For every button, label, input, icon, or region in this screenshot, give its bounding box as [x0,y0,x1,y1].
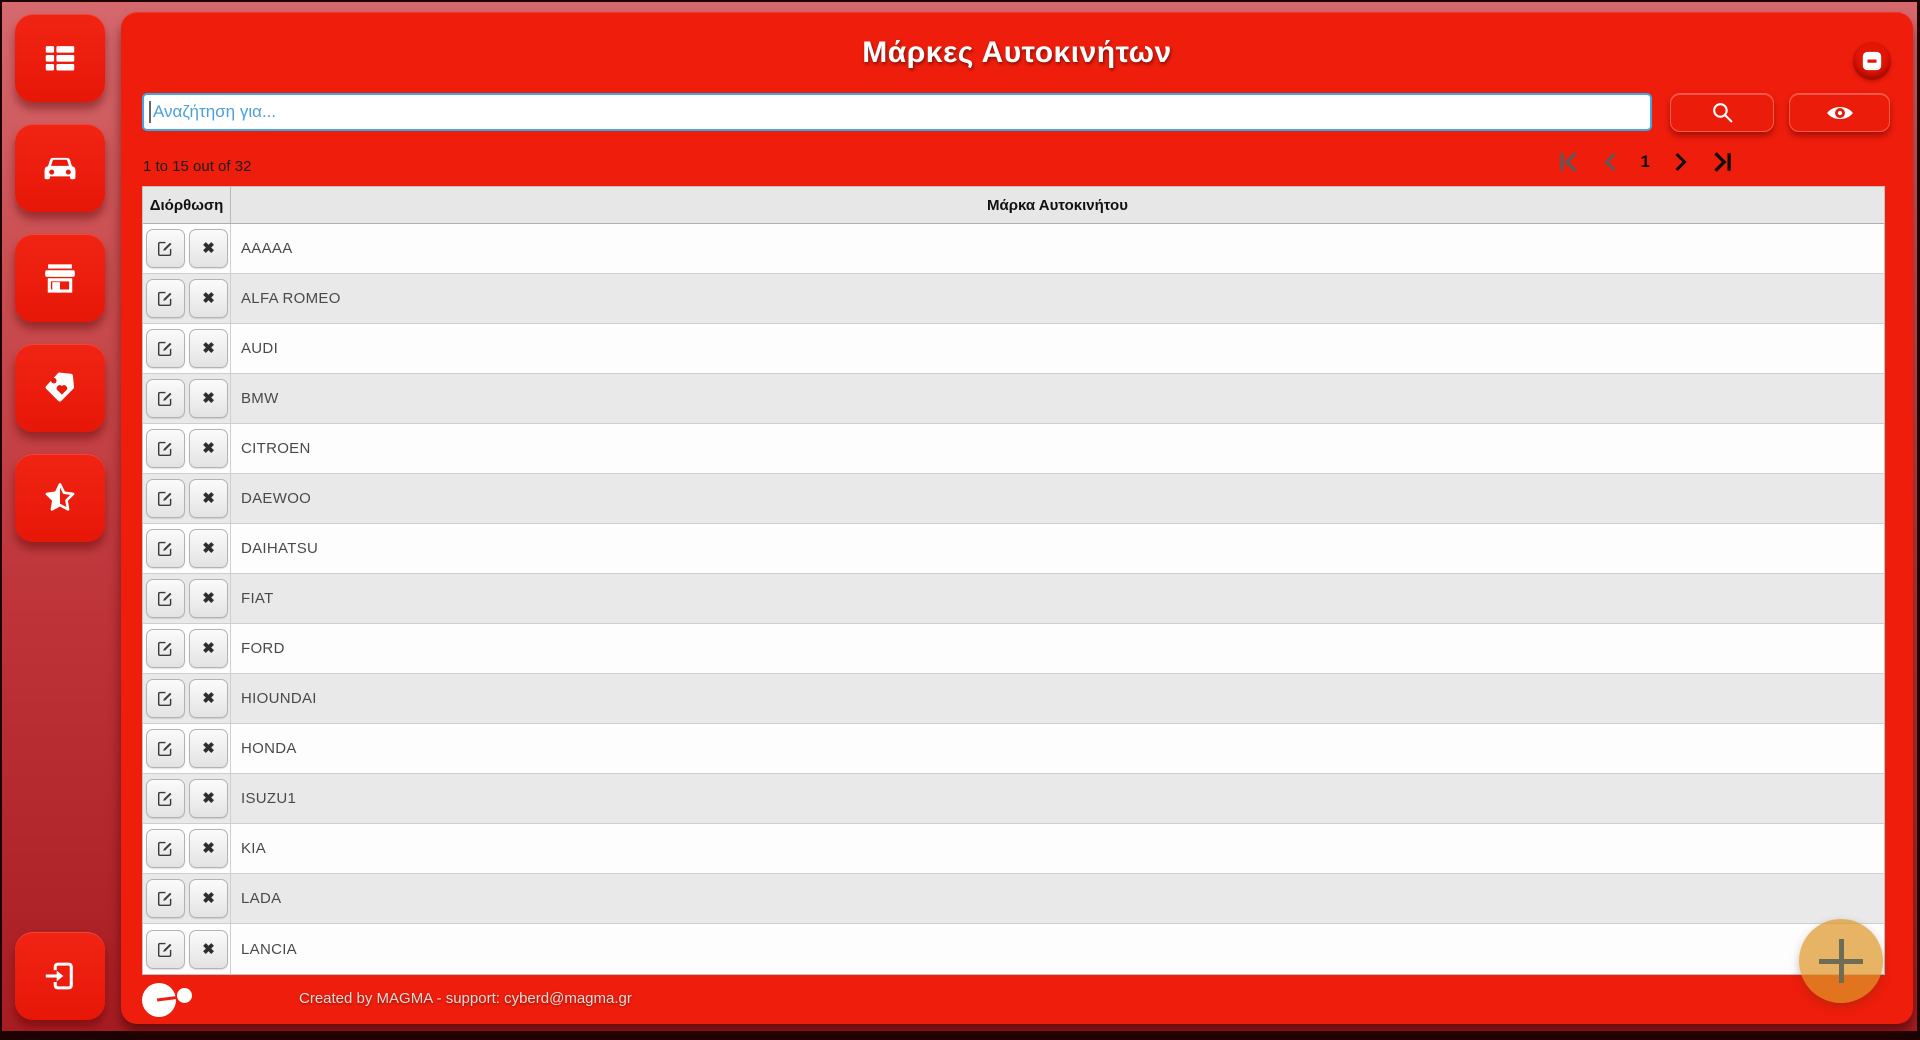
brand-cell [231,374,1884,423]
row-actions-cell [143,924,231,974]
delete-x-icon: ✖ [202,290,215,307]
table-row [143,674,1884,724]
delete-row-button[interactable] [189,729,228,768]
table-row [143,474,1884,524]
row-actions-cell [143,324,231,373]
table-row [143,374,1884,424]
half-star-icon [41,479,79,517]
page-title: Μάρκες Αυτοκινήτων [862,36,1172,69]
store-icon [41,259,79,297]
row-actions-cell [143,624,231,673]
delete-x-icon: ✖ [202,640,215,657]
delete-x-icon: ✖ [202,740,215,757]
brand-cell [231,274,1884,323]
edit-row-button[interactable] [146,379,185,418]
brand-name: DAEWOO [241,490,312,507]
edit-row-button[interactable] [146,529,185,568]
edit-icon [157,490,174,507]
edit-icon [157,540,174,557]
table-row [143,324,1884,374]
row-actions-cell [143,824,231,873]
pagination-controls [1557,150,1734,174]
table-row [143,924,1884,974]
delete-x-icon: ✖ [202,590,215,607]
first-page-icon [1557,150,1581,174]
edit-icon [157,890,174,907]
brand-name: AUDI [241,340,279,357]
chevron-left-icon [1600,151,1622,173]
edit-row-button[interactable] [146,879,185,918]
pagination-summary: 1 to 15 out of 32 [143,158,252,175]
brand-name: ISUZU1 [241,790,297,807]
table-row [143,574,1884,624]
delete-row-button[interactable] [189,529,228,568]
tag-heart-icon [41,369,79,407]
brand-name: LADA [241,890,282,907]
table-row [143,624,1884,674]
search-input[interactable] [142,93,1652,131]
edit-icon [157,240,174,257]
header-brand-column: Μάρκα Αυτοκινήτου [987,196,1128,214]
delete-row-button[interactable] [189,629,228,668]
sidebar-item-menu[interactable] [15,14,105,102]
chevron-right-icon [1669,151,1691,173]
exit-icon [41,957,79,995]
brand-cell [231,574,1884,623]
current-page-number: 1 [1640,152,1650,171]
next-page-button[interactable] [1669,151,1691,173]
table-row [143,774,1884,824]
delete-x-icon: ✖ [202,940,215,958]
text-caret [149,101,151,123]
edit-row-button[interactable] [146,479,185,518]
delete-x-icon: ✖ [202,440,215,457]
delete-x-icon: ✖ [202,240,215,257]
footer-credit: Created by MAGMA - support: cyberd@magma.gr [299,990,632,1007]
last-page-button[interactable] [1710,150,1734,174]
brand-name: ALFA ROMEO [241,290,341,307]
add-brand-button[interactable] [1799,919,1883,1003]
row-actions-cell [143,724,231,773]
edit-row-button[interactable] [146,679,185,718]
edit-row-button[interactable] [146,629,185,668]
brand-name: HIOUNDAI [241,690,317,707]
delete-row-button[interactable] [189,379,228,418]
table-row [143,524,1884,574]
sidebar-item-stores[interactable] [15,234,105,322]
edit-icon [157,290,174,307]
delete-x-icon: ✖ [202,340,215,357]
delete-row-button[interactable] [189,429,228,468]
edit-row-button[interactable] [146,930,185,969]
table-row [143,724,1884,774]
edit-row-button[interactable] [146,579,185,618]
row-actions-cell [143,574,231,623]
table-header [143,186,1884,224]
brand-cell [231,824,1884,873]
header-edit-column: Διόρθωση [143,187,231,223]
delete-row-button[interactable] [189,329,228,368]
edit-row-button[interactable] [146,229,185,268]
table-row [143,224,1884,274]
table-row [143,874,1884,924]
brand-name: BMW [241,390,279,407]
eye-icon [1826,103,1854,123]
edit-icon [157,390,174,407]
edit-icon [157,640,174,657]
delete-row-button[interactable] [189,579,228,618]
minus-square-icon [1861,50,1883,72]
brand-cell [231,674,1884,723]
brand-cell [231,424,1884,473]
delete-row-button[interactable] [189,479,228,518]
edit-icon [157,790,174,807]
edit-row-button[interactable] [146,829,185,868]
edit-row-button[interactable] [146,779,185,818]
delete-x-icon: ✖ [202,540,215,557]
delete-row-button[interactable] [189,829,228,868]
edit-icon [157,440,174,457]
brand-cell [231,224,1884,273]
row-actions-cell [143,374,231,423]
edit-icon [157,340,174,357]
prev-page-button[interactable] [1600,151,1622,173]
row-actions-cell [143,424,231,473]
brand-name: HONDA [241,740,297,757]
sidebar-item-logout[interactable] [15,932,105,1020]
row-actions-cell [143,674,231,723]
first-page-button[interactable] [1557,150,1581,174]
delete-row-button[interactable] [189,930,228,969]
footer [121,974,1913,1024]
search-button[interactable] [1670,93,1774,132]
brand-name: LANCIA [241,940,297,958]
edit-row-button[interactable] [146,429,185,468]
brand-cell [231,874,1884,923]
delete-x-icon: ✖ [202,490,215,507]
search-icon [1710,100,1735,125]
brand-cell [231,624,1884,673]
brand-name: AAAAA [241,240,293,257]
table-row [143,824,1884,874]
row-actions-cell [143,774,231,823]
delete-row-button[interactable] [189,779,228,818]
car-icon [41,149,79,187]
edit-icon [157,840,174,857]
delete-x-icon: ✖ [202,890,215,907]
brand-name: KIA [241,840,267,857]
delete-row-button[interactable] [189,279,228,318]
table-row [143,424,1884,474]
sidebar-item-offers[interactable] [15,344,105,432]
delete-row-button[interactable] [189,229,228,268]
delete-x-icon: ✖ [202,840,215,857]
delete-x-icon: ✖ [202,790,215,807]
brand-cell [231,324,1884,373]
edit-icon [157,740,174,757]
table-body [143,224,1884,974]
table-row [143,274,1884,324]
brand-cell [231,924,1884,974]
main-panel [121,12,1913,1024]
row-actions-cell [143,274,231,323]
brand-name: CITROEN [241,440,311,457]
brand-name: DAIHATSU [241,540,319,557]
edit-icon [157,590,174,607]
minimize-button[interactable] [1853,42,1891,80]
row-actions-cell [143,524,231,573]
edit-row-button[interactable] [146,329,185,368]
list-icon [41,39,79,77]
brand-cell [231,724,1884,773]
sidebar-item-favorites[interactable] [15,454,105,542]
last-page-icon [1710,150,1734,174]
brand-name: FORD [241,640,285,657]
brand-cell [231,524,1884,573]
edit-row-button[interactable] [146,279,185,318]
edit-row-button[interactable] [146,729,185,768]
delete-row-button[interactable] [189,679,228,718]
app-screen [2,2,1917,1031]
edit-icon [157,690,174,707]
row-actions-cell [143,874,231,923]
sidebar-item-cars[interactable] [15,124,105,212]
edit-icon [157,941,174,958]
brand-name: FIAT [241,590,274,607]
brands-table [142,186,1885,975]
delete-row-button[interactable] [189,879,228,918]
show-all-button[interactable] [1789,93,1890,132]
brand-cell [231,774,1884,823]
delete-x-icon: ✖ [202,390,215,407]
row-actions-cell [143,224,231,273]
row-actions-cell [143,474,231,523]
brand-cell [231,474,1884,523]
delete-x-icon: ✖ [202,690,215,707]
